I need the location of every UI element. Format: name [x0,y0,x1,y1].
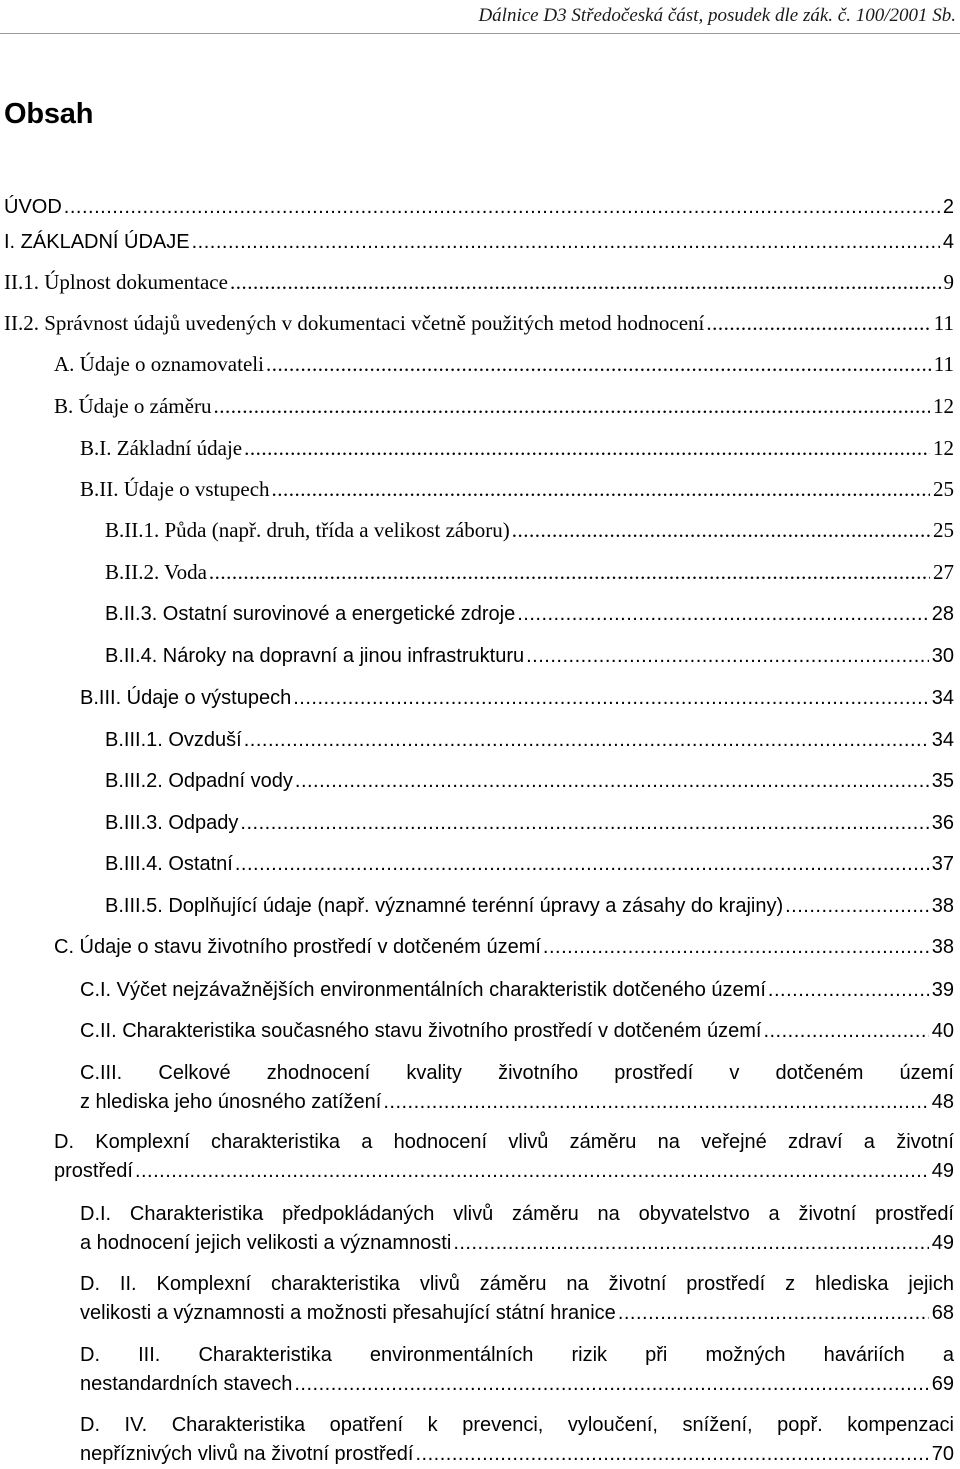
toc-entry-page: 9 [943,270,954,294]
toc-entry-page: 27 [933,560,954,584]
toc-entry-page: 48 [931,1091,954,1113]
toc-entry-label-continued: z hlediska jeho únosného zatížení [80,1091,382,1113]
toc-leader [706,309,930,338]
toc-entry[interactable] [80,1200,954,1258]
toc-entry[interactable] [4,268,954,297]
toc-entry-page: 69 [931,1373,954,1395]
toc-entry[interactable] [80,1270,954,1328]
toc-entry-label: D. III. Charakteristika environmentálních rizik při možných haváriích a [80,1344,954,1366]
toc-entry-label: B.III.5. Doplňující údaje (např. významné terénní úpravy a zásahy do krajiny) [105,895,784,917]
toc-entry[interactable] [54,933,954,962]
toc-entry-page: 12 [933,394,954,418]
toc-entry-page: 11 [933,311,954,335]
toc-entry-label: D. Komplexní charakteristika a hodnocení vlivů záměru na veřejné zdraví a životní [54,1131,954,1153]
toc-entry[interactable] [80,434,954,463]
toc-entry-label: D. IV. Charakteristika opatření k prevenci, vyloučení, snížení, popř. kompenzaci [80,1414,954,1436]
toc-entry-label: B.I. Základní údaje [80,436,243,460]
toc-leader [209,558,930,587]
toc-entry[interactable] [54,350,954,379]
toc-entry-label: B.III.3. Odpady [105,812,239,834]
toc-entry-page: 25 [933,518,954,542]
toc-entry-page: 12 [933,436,954,460]
toc-entry-page: 49 [931,1232,954,1254]
toc-entry-page: 28 [931,603,954,625]
header-text: Dálnice D3 Středočeská část, posudek dle zák. č. 100/2001 Sb. [478,5,956,26]
toc-entry-label-continued: nepříznivých vlivů na životní prostředí [80,1443,414,1465]
toc-entry[interactable] [80,475,954,504]
toc-entry-page: 34 [931,687,954,709]
toc-entry-label: B.III.1. Ovzduší [105,729,242,751]
toc-entry[interactable] [4,309,954,338]
toc-leader [768,976,929,1005]
toc-entry-label: C.II. Charakteristika současného stavu životního prostředí v dotčeném území [80,1020,762,1042]
toc-leader [543,933,929,962]
toc-entry-label: B.II.4. Nároky na dopravní a jinou infrastrukturu [105,645,525,667]
toc-entry[interactable] [80,1059,954,1117]
toc-entry-page: 36 [931,812,954,834]
toc-entry-label: B.II. Údaje o vstupech [80,477,270,501]
toc-leader [295,767,929,796]
toc-entry[interactable] [80,1411,954,1469]
toc-leader [244,726,929,755]
toc-leader [64,193,940,222]
toc-leader [266,350,931,379]
toc-leader [230,268,941,297]
toc-entry[interactable] [105,850,954,879]
toc-leader [235,850,929,879]
toc-entry-page: 39 [931,979,954,1001]
toc-entry-page: 35 [931,770,954,792]
toc-entry-page: 68 [931,1302,954,1324]
toc-leader [416,1440,929,1469]
toc-leader [213,392,930,421]
toc-leader [517,600,929,629]
toc-leader [272,475,930,504]
toc-entry-page: 25 [933,477,954,501]
toc-entry[interactable] [80,976,954,1005]
toc-entry-label: B. Údaje o záměru [54,394,212,418]
toc-entry-label: A. Údaje o oznamovateli [54,352,264,376]
toc-entry-label: B.II.3. Ostatní surovinové a energetické zdroje [105,603,516,625]
page-title: Obsah [4,98,94,130]
toc-entry-page: 4 [942,231,954,253]
toc-entry[interactable] [4,193,954,222]
toc-leader [293,684,929,713]
toc-entry-page: 30 [931,645,954,667]
toc-entry[interactable] [80,684,954,713]
toc-entry[interactable] [80,1017,954,1046]
toc-entry[interactable] [105,726,954,755]
toc-entry-label: II.1. Úplnost dokumentace [4,270,228,294]
toc-entry-label: C.I. Výčet nejzávažnějších environmentálních charakteristik dotčeného území [80,979,766,1001]
toc-entry[interactable] [105,809,954,838]
toc-entry-page: 38 [931,895,954,917]
toc-entry-label: B.III.4. Ostatní [105,853,233,875]
toc-leader [294,1370,928,1399]
toc-entry-label-continued: velikosti a významnosti a možnosti přesahující státní hranice [80,1302,616,1324]
toc-entry[interactable] [105,516,954,545]
toc-entry[interactable] [105,642,954,671]
toc-entry-label-continued: nestandardních stavech [80,1373,293,1395]
toc-leader [618,1299,929,1328]
toc-entry-page: 49 [931,1160,954,1182]
toc-entry[interactable] [80,1341,954,1399]
toc-leader [244,434,930,463]
toc-entry-page: 40 [931,1020,954,1042]
toc-leader [135,1157,929,1186]
toc-entry-label: B.II.2. Voda [105,560,207,584]
toc-entry[interactable] [4,228,954,257]
toc-entry-label: C.III. Celkové zhodnocení kvality životního prostředí v dotčeném území [80,1062,954,1084]
toc-entry-page: 2 [942,196,954,218]
toc-entry-label: ÚVOD [4,196,62,218]
toc-leader [240,809,928,838]
toc-entry-label: D.I. Charakteristika předpokládaných vlivů záměru na obyvatelstvo a životní prostředí [80,1203,954,1225]
toc-leader [763,1017,928,1046]
toc-entry-page: 37 [931,853,954,875]
toc-leader [526,642,929,671]
toc-leader [785,892,929,921]
toc-entry[interactable] [54,1128,954,1186]
toc-entry-label: C. Údaje o stavu životního prostředí v dotčeném území [54,936,541,958]
toc-entry-label: B.III.2. Odpadní vody [105,770,293,792]
toc-entry-page: 70 [931,1443,954,1465]
toc-entry-page: 38 [931,936,954,958]
toc-entry-label: B.III. Údaje o výstupech [80,687,292,709]
toc-leader [512,516,930,545]
toc-entry[interactable] [105,558,954,587]
toc-entry[interactable] [105,892,954,921]
toc-entry-label-continued: prostředí [54,1160,133,1182]
toc-entry-label-continued: a hodnocení jejich velikosti a významnosti [80,1232,452,1254]
toc-leader [453,1229,928,1258]
toc-entry[interactable] [54,392,954,421]
toc-entry-label: I. ZÁKLADNÍ ÚDAJE [4,231,190,253]
toc-leader [192,228,940,257]
toc-entry-label: II.2. Správnost údajů uvedených v dokumentaci včetně použitých metod hodnocení [4,311,705,335]
toc-entry-page: 34 [931,729,954,751]
toc-entry[interactable] [105,767,954,796]
toc-entry[interactable] [105,600,954,629]
toc-leader [383,1088,928,1117]
toc-entry-label: D. II. Komplexní charakteristika vlivů záměru na životní prostředí z hlediska jejich [80,1273,954,1295]
toc-entry-label: B.II.1. Půda (např. druh, třída a velikost záboru) [105,518,510,542]
toc-entry-page: 11 [933,352,954,376]
